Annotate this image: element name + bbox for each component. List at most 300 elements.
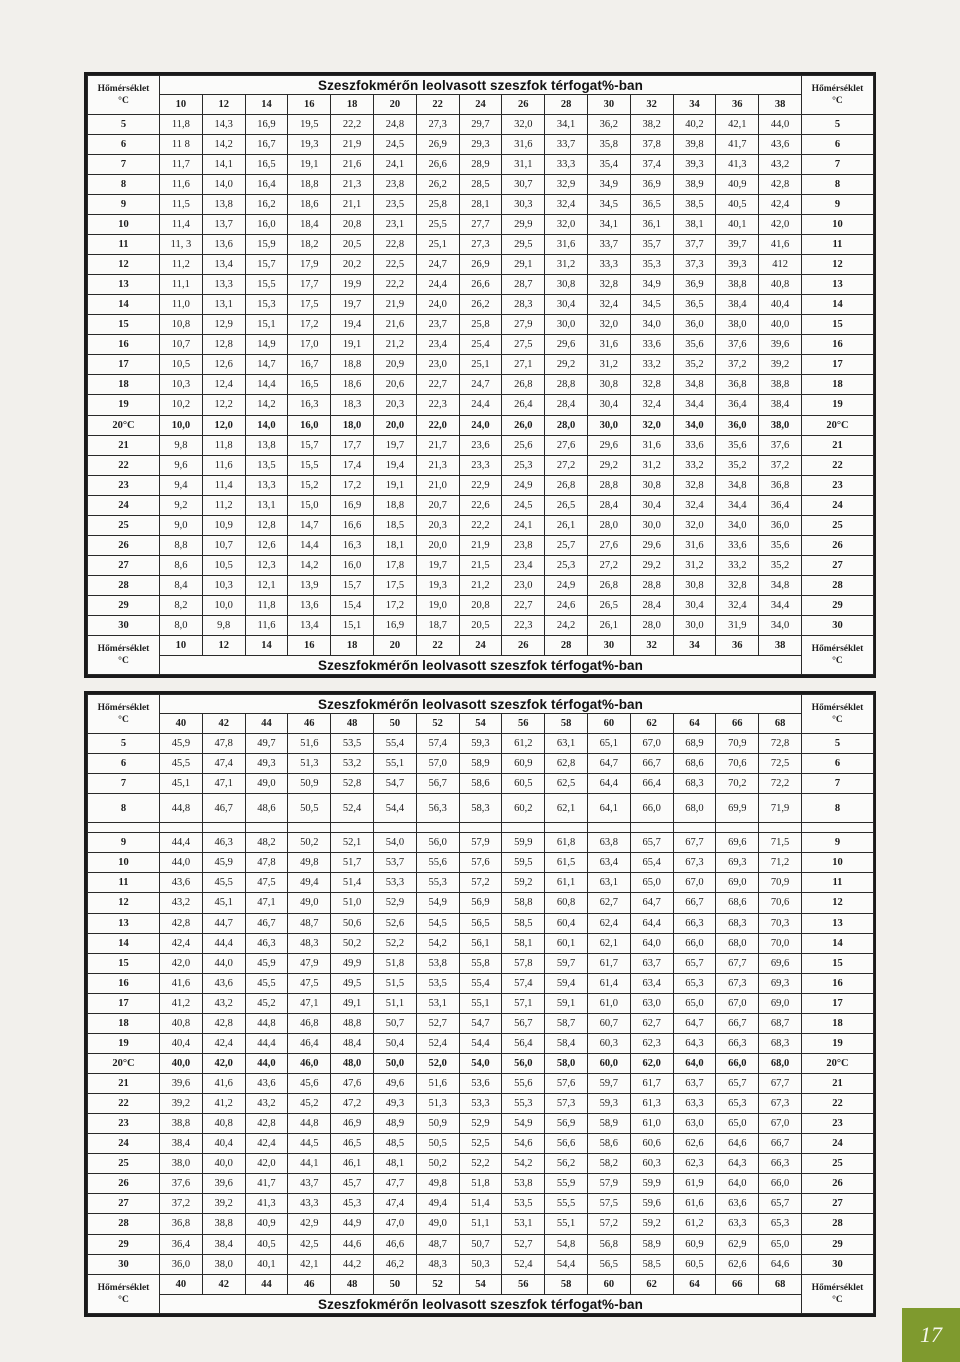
data-row [88, 235, 874, 255]
value-cell: 59,6 [630, 1194, 673, 1214]
value-cell: 61,8 [545, 833, 588, 853]
data-row [88, 1114, 874, 1134]
value-cell: 21,5 [459, 555, 502, 575]
value-cell: 68,3 [673, 774, 716, 794]
row-temperature: 7 [801, 774, 873, 794]
value-cell: 17,2 [373, 595, 416, 615]
data-row [88, 1013, 874, 1033]
value-cell: 11,6 [202, 455, 245, 475]
value-cell: 52,1 [331, 833, 374, 853]
column-header: 64 [673, 714, 716, 734]
value-cell: 52,4 [416, 1033, 459, 1053]
value-cell: 58,8 [502, 893, 545, 913]
value-cell: 59,9 [502, 833, 545, 853]
value-cell: 26,9 [459, 255, 502, 275]
value-cell: 69,0 [716, 873, 759, 893]
value-cell: 68,3 [716, 913, 759, 933]
row-temperature: 27 [801, 555, 873, 575]
value-cell: 41,6 [759, 235, 802, 255]
value-cell: 39,7 [716, 235, 759, 255]
value-cell: 62,6 [716, 1254, 759, 1274]
column-header: 22 [416, 95, 459, 115]
value-cell: 60,6 [630, 1134, 673, 1154]
footer-title-row [88, 1295, 874, 1314]
value-cell: 47,4 [373, 1194, 416, 1214]
value-cell: 40,2 [673, 115, 716, 135]
value-cell: 58,3 [459, 794, 502, 823]
data-row [88, 1154, 874, 1174]
value-cell: 20,3 [373, 395, 416, 415]
data-row [88, 355, 874, 375]
value-cell: 42,4 [759, 195, 802, 215]
data-row [88, 535, 874, 555]
value-cell: 66,0 [630, 794, 673, 823]
value-cell: 25,4 [459, 335, 502, 355]
table-title-bottom: Szeszfokmérőn leolvasott szeszfok térfogat%-ban [160, 1295, 802, 1314]
value-cell: 29,5 [502, 235, 545, 255]
value-cell: 45,2 [245, 993, 288, 1013]
value-cell: 10,0 [202, 595, 245, 615]
value-cell: 62,8 [545, 754, 588, 774]
value-cell: 27,6 [587, 535, 630, 555]
value-cell: 63,1 [545, 734, 588, 754]
data-row [88, 754, 874, 774]
value-cell: 52,4 [502, 1254, 545, 1274]
value-cell: 65,0 [716, 1114, 759, 1134]
value-cell: 55,6 [416, 853, 459, 873]
value-cell: 52,2 [459, 1154, 502, 1174]
value-cell: 8,0 [160, 615, 203, 635]
value-cell: 19,1 [373, 475, 416, 495]
value-cell: 46,9 [331, 1114, 374, 1134]
value-cell: 16,3 [288, 395, 331, 415]
temperature-unit: °C [832, 1294, 843, 1305]
value-cell: 61,5 [545, 853, 588, 873]
value-cell [716, 823, 759, 833]
row-temperature: 7 [801, 155, 873, 175]
value-cell: 18,2 [288, 235, 331, 255]
value-cell: 60,1 [545, 933, 588, 953]
row-temperature: 5 [88, 734, 160, 754]
value-cell: 52,8 [331, 774, 374, 794]
value-cell: 47,4 [202, 754, 245, 774]
value-cell: 69,6 [716, 833, 759, 853]
value-cell: 50,5 [288, 794, 331, 823]
value-cell: 54,2 [416, 933, 459, 953]
value-cell: 36,4 [716, 395, 759, 415]
value-cell: 24,1 [502, 515, 545, 535]
value-cell: 60,3 [630, 1154, 673, 1174]
value-cell: 33,7 [545, 135, 588, 155]
value-cell: 15,7 [245, 255, 288, 275]
row-temperature: 10 [88, 215, 160, 235]
value-cell: 63,4 [630, 973, 673, 993]
row-temperature: 16 [801, 335, 873, 355]
value-cell: 30,4 [673, 595, 716, 615]
value-cell: 21,9 [373, 295, 416, 315]
value-cell: 24,7 [459, 375, 502, 395]
value-cell: 30,8 [630, 475, 673, 495]
value-cell: 34,8 [759, 575, 802, 595]
data-row [88, 893, 874, 913]
value-cell: 11,2 [160, 255, 203, 275]
value-cell: 16,9 [331, 495, 374, 515]
value-cell: 57,8 [502, 953, 545, 973]
value-cell: 40,4 [160, 1033, 203, 1053]
value-cell: 56,5 [459, 913, 502, 933]
value-cell: 46,2 [373, 1254, 416, 1274]
column-header: 30 [587, 95, 630, 115]
value-cell: 54,7 [459, 1013, 502, 1033]
data-row [88, 993, 874, 1013]
value-cell: 40,4 [202, 1134, 245, 1154]
column-header: 34 [673, 95, 716, 115]
row-temperature: 23 [801, 1114, 873, 1134]
value-cell: 65,0 [630, 873, 673, 893]
value-cell: 65,0 [673, 993, 716, 1013]
data-row [88, 175, 874, 195]
value-cell: 28,0 [587, 515, 630, 535]
value-cell: 40,4 [759, 295, 802, 315]
alcohol-table-high [84, 691, 876, 1317]
data-row [88, 734, 874, 754]
value-cell: 15,5 [245, 275, 288, 295]
value-cell: 50,7 [459, 1234, 502, 1254]
value-cell: 13,4 [202, 255, 245, 275]
value-cell: 50,9 [288, 774, 331, 794]
value-cell: 13,8 [202, 195, 245, 215]
left-bottom-temperature-header [88, 1274, 160, 1313]
value-cell: 46,5 [331, 1134, 374, 1154]
value-cell: 18,6 [288, 195, 331, 215]
value-cell: 63,0 [673, 1114, 716, 1134]
value-cell: 69,0 [759, 993, 802, 1013]
value-cell: 32,8 [673, 475, 716, 495]
value-cell: 39,6 [160, 1074, 203, 1094]
column-footer: 12 [202, 635, 245, 655]
value-cell: 60,3 [587, 1033, 630, 1053]
row-temperature: 6 [88, 754, 160, 774]
value-cell: 26,8 [545, 475, 588, 495]
value-cell: 13,9 [288, 575, 331, 595]
value-cell: 8,6 [160, 555, 203, 575]
header-row-top [88, 76, 874, 95]
data-row [88, 275, 874, 295]
value-cell: 19,0 [416, 595, 459, 615]
value-cell: 24,1 [373, 155, 416, 175]
value-cell: 57,2 [587, 1214, 630, 1234]
temperature-unit: °C [118, 96, 129, 107]
data-row [88, 395, 874, 415]
value-cell: 35,2 [716, 455, 759, 475]
value-cell: 70,6 [716, 754, 759, 774]
temperature-label: Hőmérséklet [811, 703, 864, 714]
data-row [88, 1094, 874, 1114]
value-cell: 12,1 [245, 575, 288, 595]
value-cell: 63,3 [716, 1214, 759, 1234]
value-cell: 18,3 [331, 395, 374, 415]
value-cell: 63,8 [587, 833, 630, 853]
value-cell: 19,7 [331, 295, 374, 315]
column-footer: 30 [587, 635, 630, 655]
value-cell: 52,7 [502, 1234, 545, 1254]
row-temperature: 12 [801, 893, 873, 913]
value-cell: 53,5 [331, 734, 374, 754]
value-cell: 64,7 [630, 893, 673, 913]
value-cell: 68,6 [673, 754, 716, 774]
value-cell: 20,0 [416, 535, 459, 555]
value-cell: 34,4 [759, 595, 802, 615]
value-cell: 22,2 [373, 275, 416, 295]
value-cell: 11,2 [202, 495, 245, 515]
value-cell: 52,2 [373, 933, 416, 953]
data-row [88, 1214, 874, 1234]
value-cell: 58,6 [459, 774, 502, 794]
value-cell: 51,0 [331, 893, 374, 913]
value-cell: 69,3 [759, 973, 802, 993]
row-temperature [88, 823, 160, 833]
column-header: 32 [630, 95, 673, 115]
value-cell: 50,5 [416, 1134, 459, 1154]
value-cell: 31,2 [587, 355, 630, 375]
value-cell: 32,0 [502, 115, 545, 135]
value-cell: 51,4 [459, 1194, 502, 1214]
value-cell: 20,3 [416, 515, 459, 535]
column-footer: 38 [759, 635, 802, 655]
row-temperature: 17 [88, 355, 160, 375]
value-cell: 64,6 [716, 1134, 759, 1154]
row-temperature: 30 [801, 615, 873, 635]
column-header: 38 [759, 95, 802, 115]
row-temperature: 8 [88, 794, 160, 823]
value-cell: 28,8 [587, 475, 630, 495]
value-cell: 61,2 [673, 1214, 716, 1234]
value-cell: 58,6 [587, 1134, 630, 1154]
row-temperature: 11 [801, 873, 873, 893]
value-cell: 52,0 [416, 1053, 459, 1073]
column-footer: 56 [502, 1274, 545, 1294]
value-cell: 67,0 [759, 1114, 802, 1134]
value-cell: 54,6 [502, 1134, 545, 1154]
temperature-unit: °C [118, 655, 129, 666]
value-cell: 70,2 [716, 774, 759, 794]
row-temperature: 18 [801, 375, 873, 395]
column-header: 18 [331, 95, 374, 115]
value-cell: 70,0 [759, 933, 802, 953]
value-cell: 45,6 [288, 1074, 331, 1094]
value-cell: 57,6 [459, 853, 502, 873]
row-temperature: 21 [801, 1074, 873, 1094]
value-cell: 36,1 [630, 215, 673, 235]
value-cell: 9,8 [160, 435, 203, 455]
value-cell: 47,7 [373, 1174, 416, 1194]
value-cell: 27,9 [502, 315, 545, 335]
value-cell: 38,4 [759, 395, 802, 415]
value-cell: 39,2 [202, 1194, 245, 1214]
value-cell: 44,9 [331, 1214, 374, 1234]
value-cell: 10,0 [160, 415, 203, 435]
value-cell: 56,7 [502, 1013, 545, 1033]
value-cell: 36,0 [673, 315, 716, 335]
value-cell: 27,1 [502, 355, 545, 375]
value-cell: 22,2 [459, 515, 502, 535]
data-row [88, 475, 874, 495]
alcohol-table-low [84, 72, 876, 678]
column-header: 14 [245, 95, 288, 115]
data-row [88, 953, 874, 973]
data-row [88, 435, 874, 455]
value-cell: 71,2 [759, 853, 802, 873]
value-cell: 54,4 [373, 794, 416, 823]
value-cell: 16,2 [245, 195, 288, 215]
value-cell: 42,8 [245, 1114, 288, 1134]
row-temperature: 13 [801, 275, 873, 295]
value-cell: 29,7 [459, 115, 502, 135]
footer-title-row [88, 656, 874, 675]
value-cell: 11,6 [160, 175, 203, 195]
value-cell: 24,4 [416, 275, 459, 295]
value-cell: 55,1 [459, 993, 502, 1013]
column-header: 16 [288, 95, 331, 115]
value-cell: 12,4 [202, 375, 245, 395]
value-cell: 44,0 [160, 853, 203, 873]
value-cell: 18,7 [416, 615, 459, 635]
value-cell: 30,3 [502, 195, 545, 215]
value-cell: 11, 3 [160, 235, 203, 255]
value-cell: 57,2 [459, 873, 502, 893]
value-cell: 45,5 [245, 973, 288, 993]
value-cell: 37,2 [759, 455, 802, 475]
row-temperature: 28 [801, 575, 873, 595]
value-cell: 32,8 [630, 375, 673, 395]
data-row [88, 933, 874, 953]
value-cell: 36,4 [160, 1234, 203, 1254]
value-cell: 19,4 [373, 455, 416, 475]
value-cell: 49,8 [288, 853, 331, 873]
value-cell: 30,0 [587, 415, 630, 435]
row-temperature: 12 [88, 893, 160, 913]
value-cell: 59,2 [502, 873, 545, 893]
value-cell: 28,4 [630, 595, 673, 615]
value-cell: 61,2 [502, 734, 545, 754]
value-cell: 55,3 [416, 873, 459, 893]
row-temperature: 28 [88, 575, 160, 595]
value-cell: 42,9 [288, 1214, 331, 1234]
data-row [88, 155, 874, 175]
value-cell: 38,0 [759, 415, 802, 435]
column-header: 12 [202, 95, 245, 115]
value-cell: 16,7 [288, 355, 331, 375]
value-cell: 65,7 [759, 1194, 802, 1214]
value-cell: 57,9 [587, 1174, 630, 1194]
value-cell: 15,0 [288, 495, 331, 515]
value-cell: 51,7 [331, 853, 374, 873]
value-cell: 44,4 [202, 933, 245, 953]
value-cell: 33,6 [673, 435, 716, 455]
right-temperature-header [801, 695, 873, 734]
value-cell: 12,0 [202, 415, 245, 435]
data-row [88, 615, 874, 635]
value-cell: 43,6 [759, 135, 802, 155]
value-cell: 13,3 [245, 475, 288, 495]
table-title-top: Szeszfokmérőn leolvasott szeszfok térfogat%-ban [160, 695, 802, 714]
value-cell: 14,7 [288, 515, 331, 535]
value-cell: 16,3 [331, 535, 374, 555]
value-cell: 35,7 [630, 235, 673, 255]
right-bottom-temperature-header [801, 1274, 873, 1313]
value-cell: 19,1 [288, 155, 331, 175]
value-cell: 53,2 [331, 754, 374, 774]
value-cell: 10,7 [160, 335, 203, 355]
value-cell: 43,7 [288, 1174, 331, 1194]
value-cell: 38,4 [716, 295, 759, 315]
value-cell: 15,1 [245, 315, 288, 335]
value-cell: 61,7 [630, 1074, 673, 1094]
row-temperature: 21 [801, 435, 873, 455]
row-temperature: 22 [801, 1094, 873, 1114]
value-cell: 32,8 [587, 275, 630, 295]
value-cell: 42,0 [245, 1154, 288, 1174]
row-temperature: 12 [801, 255, 873, 275]
value-cell: 14,3 [202, 115, 245, 135]
value-cell: 39,3 [673, 155, 716, 175]
spacer-row [88, 823, 874, 833]
value-cell: 48,2 [245, 833, 288, 853]
value-cell: 48,4 [331, 1033, 374, 1053]
value-cell [502, 823, 545, 833]
value-cell: 66,3 [716, 1033, 759, 1053]
row-temperature: 28 [801, 1214, 873, 1234]
value-cell: 42,5 [288, 1234, 331, 1254]
column-header: 46 [288, 714, 331, 734]
value-cell: 44,0 [245, 1053, 288, 1073]
column-header: 66 [716, 714, 759, 734]
column-footer: 54 [459, 1274, 502, 1294]
row-temperature: 18 [801, 1013, 873, 1033]
row-temperature: 11 [88, 235, 160, 255]
value-cell: 34,9 [587, 175, 630, 195]
value-cell: 44,0 [202, 953, 245, 973]
column-header: 54 [459, 714, 502, 734]
value-cell: 27,7 [459, 215, 502, 235]
value-cell: 21,3 [416, 455, 459, 475]
value-cell: 28,4 [545, 395, 588, 415]
value-cell: 60,9 [673, 1234, 716, 1254]
value-cell: 34,0 [673, 415, 716, 435]
row-temperature: 7 [88, 155, 160, 175]
value-cell: 26,9 [416, 135, 459, 155]
value-cell: 34,9 [630, 275, 673, 295]
value-cell: 37,2 [716, 355, 759, 375]
value-cell: 63,0 [630, 993, 673, 1013]
value-cell: 60,0 [587, 1053, 630, 1073]
value-cell: 24,2 [545, 615, 588, 635]
value-cell: 59,7 [587, 1074, 630, 1094]
value-cell: 59,9 [630, 1174, 673, 1194]
value-cell: 20,7 [416, 495, 459, 515]
value-cell: 45,1 [160, 774, 203, 794]
value-cell: 32,4 [716, 595, 759, 615]
column-footer: 68 [759, 1274, 802, 1294]
value-cell: 32,0 [545, 215, 588, 235]
right-bottom-temperature-header [801, 635, 873, 674]
value-cell: 42,8 [759, 175, 802, 195]
value-cell: 48,7 [416, 1234, 459, 1254]
value-cell [759, 823, 802, 833]
value-cell: 61,7 [587, 953, 630, 973]
row-temperature: 30 [88, 1254, 160, 1274]
value-cell: 26,2 [416, 175, 459, 195]
